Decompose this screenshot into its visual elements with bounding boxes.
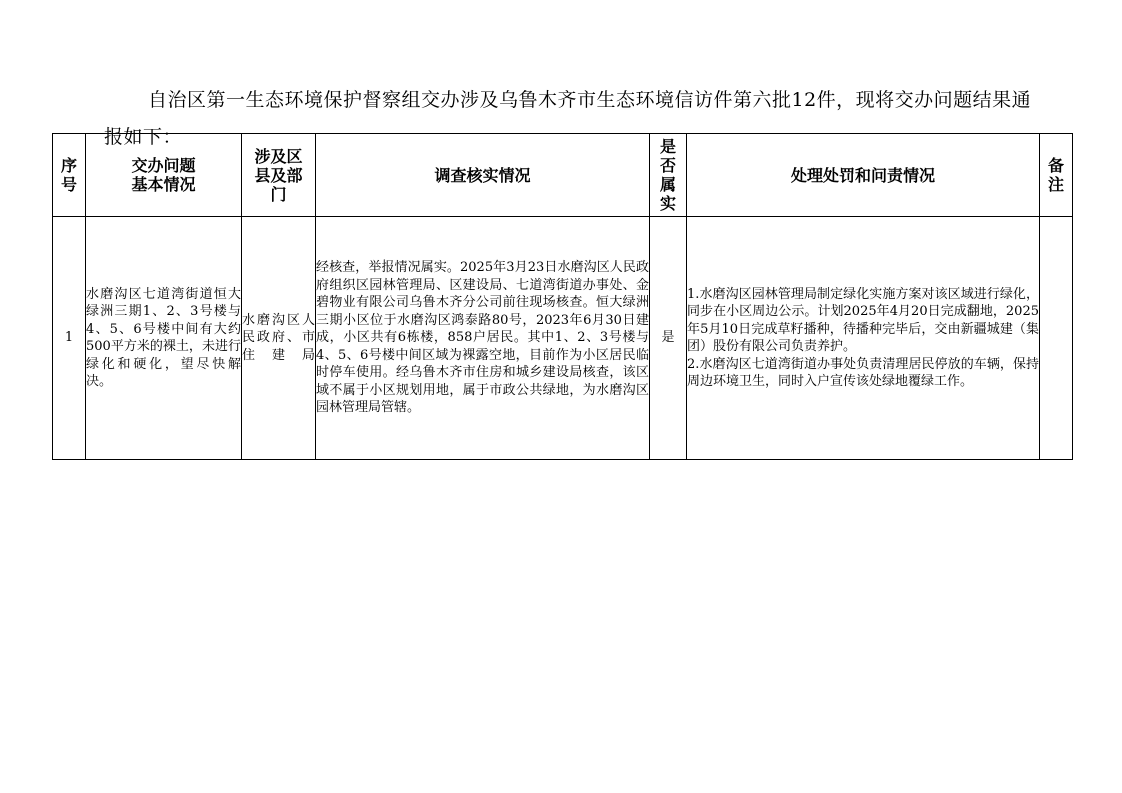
- header-action: 处理处罚和问责情况: [687, 134, 1040, 217]
- table-row: [53, 217, 1073, 460]
- intro-paragraph: 自治区第一生态环境保护督察组交办涉及乌鲁木齐市生态环境信访件第六批12件，现将交办问题结果通报如下：: [104, 89, 1032, 148]
- cell-dept: 水磨沟区人民政府、市住建局: [242, 217, 316, 460]
- cell-remark: [1040, 217, 1073, 460]
- header-remark: 备注: [1040, 134, 1073, 217]
- cell-is-true: 是: [650, 217, 687, 460]
- cell-index: 1: [53, 217, 86, 460]
- complaint-table: [52, 133, 1073, 460]
- action-item: 2.水磨沟区七道湾街道办事处负责清理居民停放的车辆，保持周边环境卫生，同时入户宣传该处绿地覆绿工作。: [687, 356, 1039, 389]
- table-header-row: [53, 134, 1073, 217]
- header-is-true: 是否属实: [650, 134, 687, 217]
- cell-investigation: 经核查，举报情况属实。2025年3月23日水磨沟区人民政府组织区园林管理局、区建设局、七道湾街道办事处、金碧物业有限公司乌鲁木齐分公司前往现场核查。恒大绿洲三期小区位于水磨沟区鸿泰路80号，2023年6月30日建成，小区共有6栋楼，858户居民。其中1、2、3号楼与4、5、6号楼中间区域为裸露空地，目前作为小区居民临时停车使用。经乌鲁木齐市住房和城乡建设局核查，该区域不属于小区规划用地，属于市政公共绿地，为水磨沟区园林管理局管辖。: [316, 217, 650, 460]
- cell-action: [687, 217, 1040, 460]
- cell-issue: 水磨沟区七道湾街道恒大绿洲三期1、2、3号楼与4、5、6号楼中间有大约500平方米的裸土，未进行绿化和硬化，望尽快解决。: [86, 217, 242, 460]
- header-issue: 交办问题基本情况: [86, 134, 242, 217]
- header-index: 序号: [53, 134, 86, 217]
- header-dept: 涉及区县及部门: [242, 134, 316, 217]
- action-item: 1.水磨沟区园林管理局制定绿化实施方案对该区域进行绿化，同步在小区周边公示。计划2025年4月20日完成翻地，2025年5月10日完成草籽播种，待播种完毕后，交由新疆城建（集团）股份有限公司负责养护。: [687, 286, 1039, 354]
- header-investigation: 调查核实情况: [316, 134, 650, 217]
